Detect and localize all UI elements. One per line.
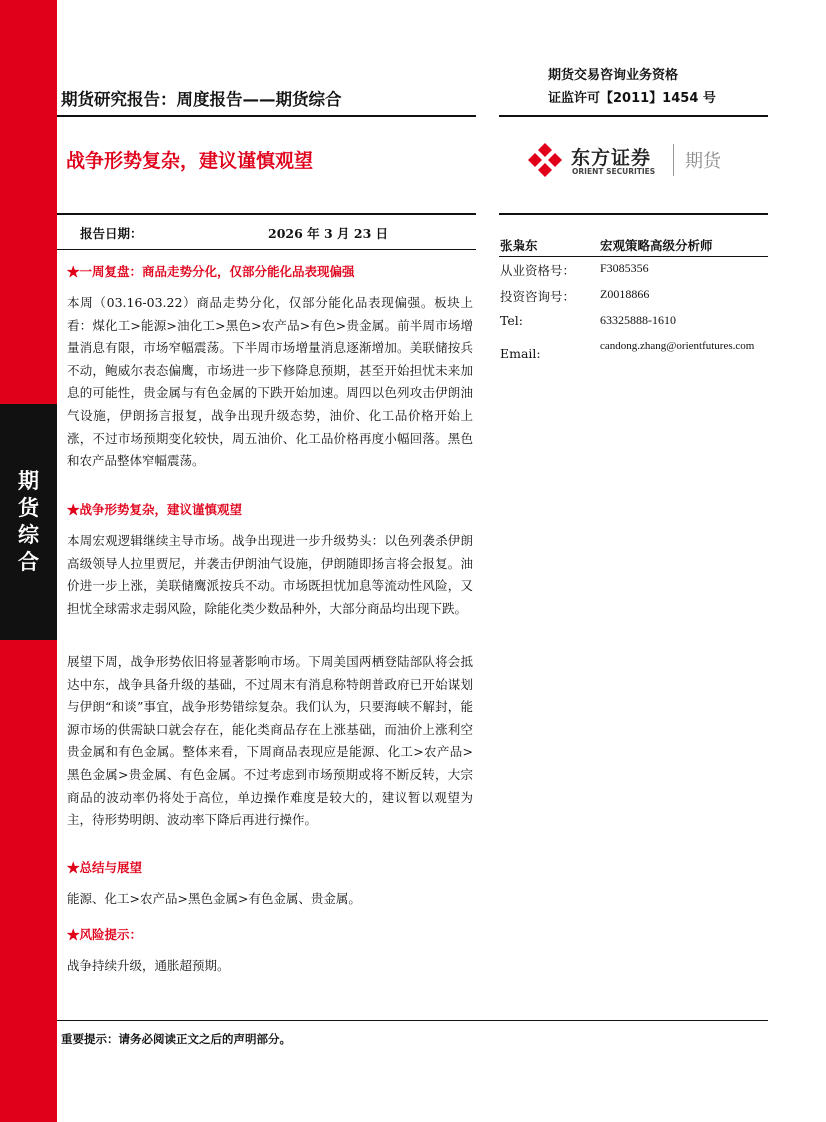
- company-logo: [527, 140, 767, 180]
- report-headline: 战争形势复杂，建议谨慎观望: [66, 150, 314, 172]
- analyst-name: 张枭东: [500, 238, 538, 253]
- section-heading-risk: ★风险提示：: [67, 927, 143, 942]
- logo-english-name: ORIENT SECURITIES: [572, 167, 656, 176]
- logo-suffix: 期货: [685, 151, 721, 172]
- tel-value: 63325888-1610: [600, 313, 676, 327]
- section-paragraph: 战争持续升级，通胀超预期。: [67, 958, 230, 973]
- qualification-value: F3085356: [600, 261, 649, 275]
- analyst-rule-top: [499, 213, 768, 215]
- section-heading-outlook: ★战争形势复杂，建议谨慎观望: [67, 502, 243, 517]
- advisory-label: 投资咨询号：: [500, 289, 576, 304]
- analyst-title: 宏观策略高级分析师: [600, 238, 713, 253]
- advisory-value: Z0018866: [600, 287, 650, 301]
- section-paragraph: 本周宏观逻辑继续主导市场。战争出现进一步升级势头：以色列袭杀伊朗高级领导人拉里贾尼，并袭击伊朗油气设施，伊朗随即扬言将会报复。油价进一步上涨，美联储鹰派按兵不动。市场既担忧加息等流动性风险，又担忧全球需求走弱风险，除能化类少数品种外，大部分商品均出现下跌。: [67, 533, 473, 616]
- date-rule-bottom: [57, 249, 476, 250]
- footer-notice: 重要提示：请务必阅读正文之后的声明部分。: [61, 1032, 291, 1046]
- section-heading-weekly-review: ★一周复盘：商品走势分化，仅部分能化品表现偏强: [67, 264, 355, 279]
- logo-chinese-name: 东方证券: [571, 147, 652, 169]
- report-date-value: 2026 年 3 月 23 日: [268, 226, 389, 241]
- report-type-title: 期货研究报告：周度报告——期货综合: [61, 90, 342, 109]
- email-value: candong.zhang@orientfutures.com: [600, 340, 755, 352]
- header-rule-right: [499, 115, 768, 117]
- email-label: Email:: [500, 346, 541, 361]
- qualification-label: 从业资格号：: [500, 263, 576, 278]
- footer-rule: [57, 1020, 768, 1021]
- header-rule-left: [57, 115, 476, 117]
- date-rule-top: [57, 213, 476, 215]
- category-tab: [0, 404, 57, 640]
- category-label: 期货综合: [18, 469, 39, 574]
- section-heading-summary: ★总结与展望: [67, 860, 143, 875]
- logo-divider: [673, 144, 674, 176]
- report-date-label: 报告日期：: [80, 226, 143, 241]
- analyst-rule-bottom: [499, 256, 768, 257]
- license-line-1: 期货交易咨询业务资格: [548, 68, 679, 83]
- section-paragraph: 本周（03.16-03.22）商品走势分化，仅部分能化品表现偏强。板块上看：煤化工>能源>油化工>黑色>农产品>有色>贵金属。前半周市场增量消息有限，市场窄幅震荡。下半周市场增量消息逐渐增加。美联储按兵不动，鲍威尔表态偏鹰，市场进一步下修降息预期，甚至开始担忧未来加息的可能性，贵金属与有色金属的下跌开始加速。周四以色列攻击伊朗油气设施，伊朗扬言报复，战争出现升级态势，油价、化工品价格开始上涨，不过市场预期变化较快，周五油价、化工品价格再度小幅回落。黑色和农产品整体窄幅震荡。: [67, 295, 473, 469]
- section-paragraph: 能源、化工>农产品>黑色金属>有色金属、贵金属。: [67, 891, 361, 906]
- orient-logo-icon: [527, 142, 563, 178]
- section-paragraph: 展望下周，战争形势依旧将显著影响市场。下周美国两栖登陆部队将会抵达中东，战争具备升级的基础，不过周末有消息称特朗普政府已开始谋划与伊朗“和谈”事宜，战争形势错综复杂。我们认为，只要海峡不解封，能源市场的供需缺口就会存在，能化类商品存在上涨基础，而油价上涨利空贵金属和有色金属。整体来看，下周商品表现应是能源、化工>农产品>黑色金属>贵金属、有色金属。不过考虑到市场预期或将不断反转，大宗商品的波动率仍将处于高位，单边操作难度是较大的，建议暂以观望为主，待形势明朗、波动率下降后再进行操作。: [67, 654, 473, 828]
- tel-label: Tel:: [500, 313, 523, 328]
- license-line-2: 证监许可【2011】1454 号: [548, 91, 716, 106]
